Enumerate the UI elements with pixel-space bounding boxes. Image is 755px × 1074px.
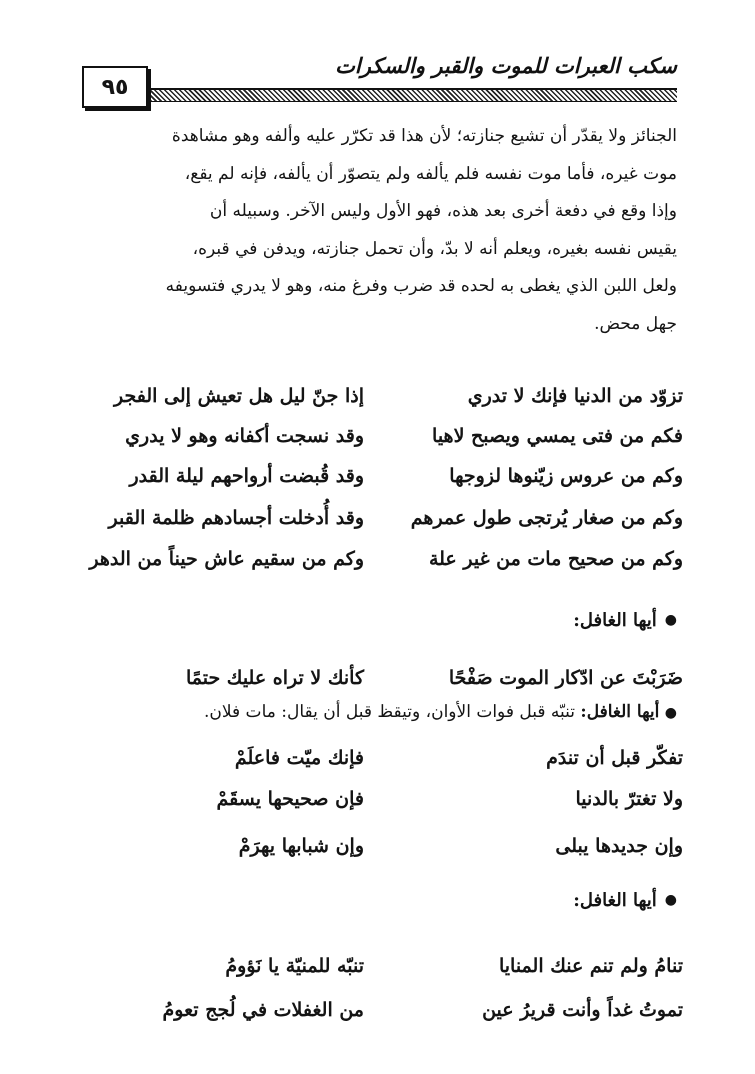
verse-first-hemistich: فكم من فتى يمسي ويصبح لاهيا (432, 425, 683, 447)
paragraph-line: الجنائز ولا يقدّر أن تشيع جنازته؛ لأن هذا قد تكرّر عليه وألفه وهو مشاهدة (171, 126, 677, 146)
poem-verse (75, 458, 683, 494)
verse-second-hemistich: وقد أُدخلت أجسادهم ظلمة القبر (108, 507, 364, 529)
section-heading (573, 605, 677, 635)
paragraph-line: وإذا وقع في دفعة أخرى بعد هذه، فهو الأول وليس الآخر. وسبيله أن (209, 201, 677, 221)
heading-text: أيها الغافل: (573, 609, 657, 631)
poem-verse (75, 828, 683, 864)
section-heading (573, 885, 677, 915)
verse-first-hemistich: ضَرَبْتَ عن ادّكار الموت صَفْحًا (448, 667, 683, 689)
heading-body-text: تنبّه قبل فوات الأوان، وتيقظ قبل أن يقال: مات فلان. (204, 702, 576, 722)
page-number: ٩٥ (82, 66, 148, 108)
verse-second-hemistich: من الغفلات في لُجج تعومُ (162, 999, 364, 1021)
verse-second-hemistich: وقد قُبضت أرواحهم ليلة القدر (129, 465, 364, 487)
verse-second-hemistich: وكم من سقيم عاش حيناً من الدهر (89, 548, 364, 570)
paragraph-line: جهل محض. (594, 313, 677, 334)
heading-text: أيها الغافل: (580, 702, 660, 722)
bullet-icon: ● (664, 612, 677, 628)
heading-text: أيها الغافل: (573, 889, 657, 911)
verse-second-hemistich: تنبّه للمنيّة يا نَؤومُ (225, 955, 364, 977)
verse-second-hemistich: فإنك ميّت فاعلَمْ (234, 747, 364, 769)
section-heading-line (70, 702, 677, 722)
poem-verse (75, 541, 683, 577)
verse-first-hemistich: وكم من صحيح مات من غير علة (428, 548, 683, 570)
intro-paragraph (75, 118, 677, 343)
verse-second-hemistich: وإن شبابها يهرَمْ (238, 835, 364, 857)
verse-second-hemistich: كأنك لا تراه عليك حتمًا (185, 667, 364, 689)
bullet-icon: ● (664, 705, 677, 721)
paragraph-line: يقيس نفسه بغيره، ويعلم أنه لا بدّ، وأن تحمل جنازته، ويدفن في قبره، (192, 238, 677, 259)
header-rule (150, 88, 677, 102)
poem-verse (75, 992, 683, 1028)
paragraph-line: ولعل اللبن الذي يغطى به لحده قد ضرب وفرغ منه، وهو لا يدري فتسويفه (165, 276, 677, 296)
paragraph-line: موت غيره، فأما موت نفسه فلم يألفه ولم يتصوّر أن يألفه، فإنه لم يقع، (184, 163, 677, 184)
verse-first-hemistich: وكم من صغار يُرتجى طول عمرهم (410, 507, 683, 529)
verse-first-hemistich: تفكّر قبل أن تندَم (546, 747, 683, 769)
verse-first-hemistich: وإن جديدها يبلى (555, 835, 683, 857)
verse-first-hemistich: وكم من عروس زيّنوها لزوجها (449, 465, 683, 487)
poem-verse (75, 418, 683, 454)
poem-verse (75, 740, 683, 776)
verse-first-hemistich: ولا تغترّ بالدنيا (575, 788, 683, 810)
verse-first-hemistich: تزوّد من الدنيا فإنك لا تدري (467, 385, 683, 407)
verse-second-hemistich: فإن صحيحها يسقَمْ (216, 788, 364, 810)
verse-second-hemistich: إذا جنّ ليل هل تعيش إلى الفجر (114, 385, 364, 407)
bullet-icon: ● (664, 892, 677, 908)
verse-second-hemistich: وقد نسجت أكفانه وهو لا يدري (125, 425, 364, 447)
poem-verse (75, 378, 683, 414)
poem-verse (75, 660, 683, 696)
poem-verse (75, 948, 683, 984)
poem-verse (75, 781, 683, 817)
poem-verse (75, 500, 683, 536)
verse-first-hemistich: تنامُ ولم تنم عنك المنايا (498, 955, 683, 977)
running-header-title: سكب العبرات للموت والقبر والسكرات (335, 54, 677, 78)
verse-first-hemistich: تموتُ غداً وأنت قريرُ عين (482, 999, 683, 1021)
